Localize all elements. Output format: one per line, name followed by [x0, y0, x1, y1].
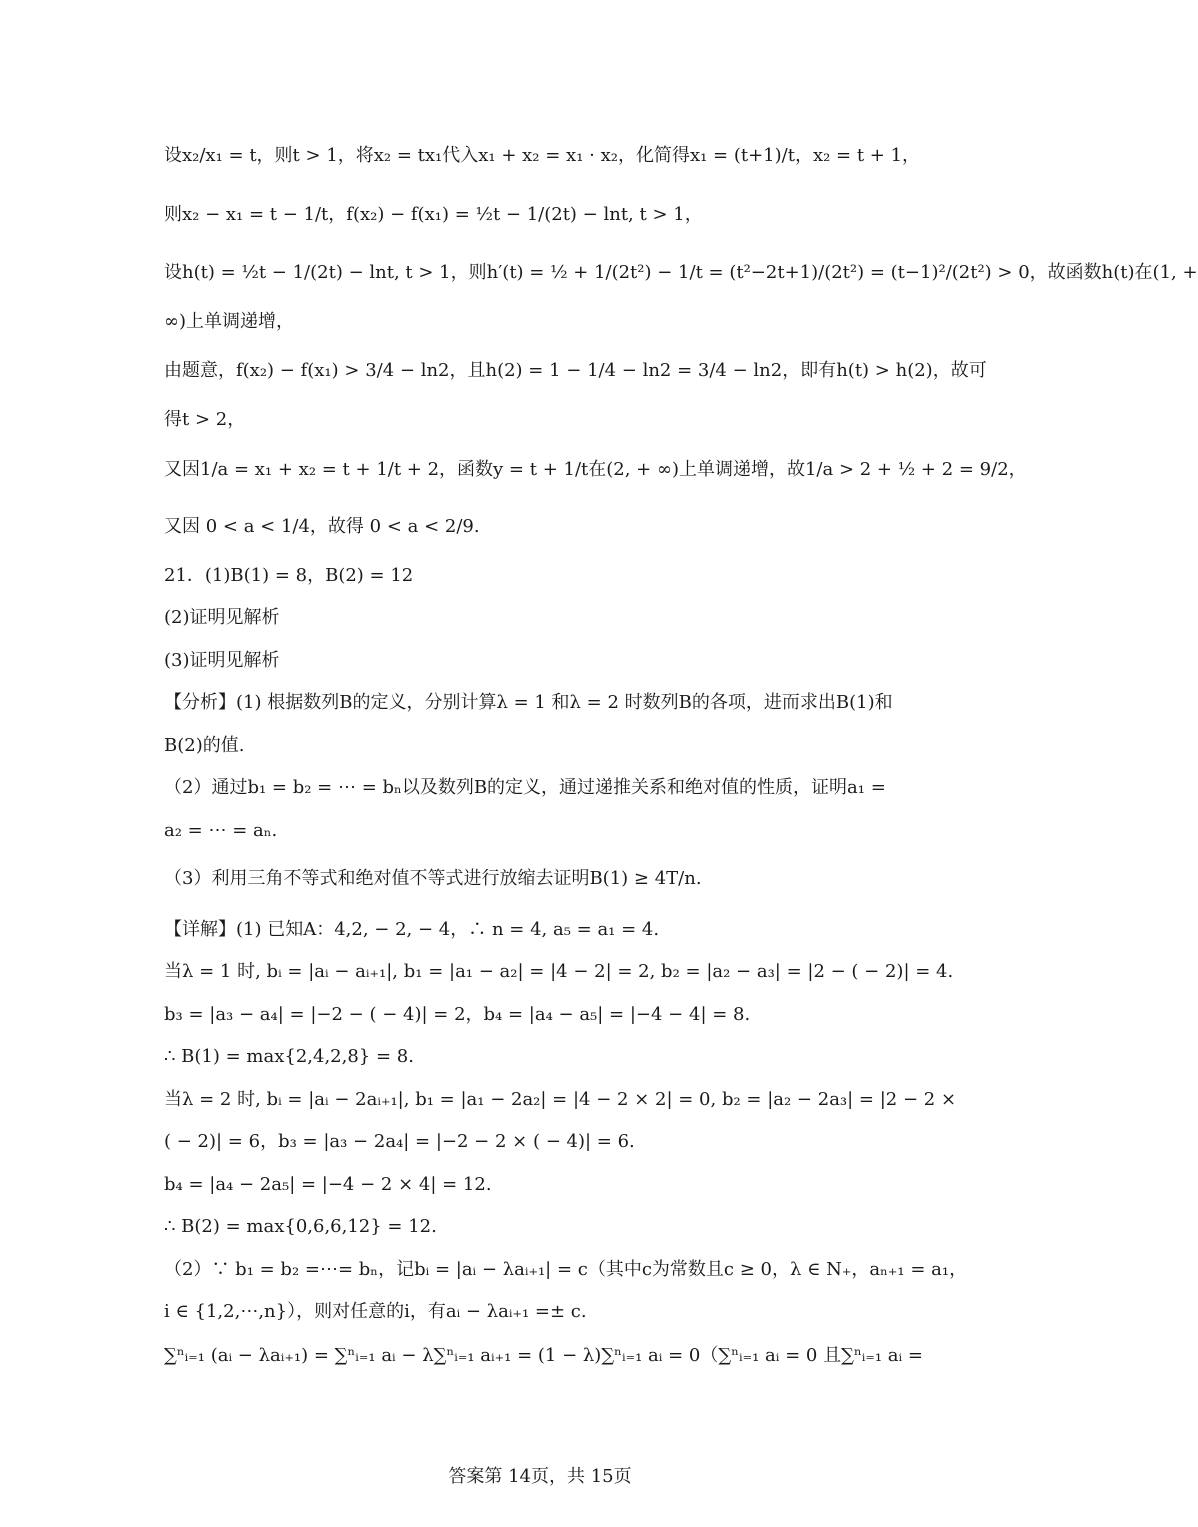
text-line: b₄ = |a₄ − 2a₅| = |−4 − 2 × 4| = 12. [164, 1174, 492, 1195]
text-line: 由题意，f(x₂) − f(x₁) > 3/4 − ln2，且h(2) = 1 − 1/4 − ln2 = 3/4 − ln2，即有h(t) > h(2)，故可 [164, 360, 987, 381]
text-line: 又因1/a = x₁ + x₂ = t + 1/t + 2，函数y = t + 1/t在(2, + ∞)上单调递增，故1/a > 2 + ½ + 2 = 9/2， [164, 459, 1027, 480]
text-line: ∑ⁿᵢ₌₁ (aᵢ − λaᵢ₊₁) = ∑ⁿᵢ₌₁ aᵢ − λ∑ⁿᵢ₌₁ aᵢ₊₁ = (1 − λ)∑ⁿᵢ₌₁ aᵢ = 0（∑ⁿᵢ₌₁ aᵢ = 0 且∑ⁿᵢ₌₁ aᵢ = [164, 1345, 923, 1366]
text-line: 设h(t) = ½t − 1/(2t) − lnt, t > 1，则h′(t) = ½ + 1/(2t²) − 1/t = (t²−2t+1)/(2t²) = (t−1)²/(2t²) > 0，故函数h(t)在(1, + [164, 262, 1198, 283]
text-line: ∴ B(1) = max{2,4,2,8} = 8. [164, 1046, 414, 1067]
text-line: 设x₂/x₁ = t，则t > 1，将x₂ = tx₁代入x₁ + x₂ = x₁ · x₂，化简得x₁ = (t+1)/t，x₂ = t + 1， [164, 145, 921, 166]
text-line: 【详解】(1) 已知A：4,2, − 2, − 4，∴ n = 4, a₅ = a₁ = 4. [164, 919, 660, 940]
text-line: 【分析】(1) 根据数列B的定义，分别计算λ = 1 和λ = 2 时数列B的各项，进而求出B(1)和 [164, 692, 893, 713]
text-line: (3)证明见解析 [164, 650, 280, 671]
text-line: 21．(1)B(1) = 8，B(2) = 12 [164, 565, 414, 586]
text-line: ( − 2)| = 6，b₃ = |a₃ − 2a₄| = |−2 − 2 × ( − 4)| = 6. [164, 1131, 635, 1152]
text-line: 当λ = 2 时, bᵢ = |aᵢ − 2aᵢ₊₁|, b₁ = |a₁ − 2a₂| = |4 − 2 × 2| = 0, b₂ = |a₂ − 2a₃| = |2 − 2 × [164, 1089, 957, 1110]
text-line: 又因 0 < a < 1/4，故得 0 < a < 2/9. [164, 516, 480, 537]
text-line: B(2)的值. [164, 735, 245, 756]
text-line: （3）利用三角不等式和绝对值不等式进行放缩去证明B(1) ≥ 4T/n. [164, 868, 702, 889]
text-line: (2)证明见解析 [164, 607, 280, 628]
text-line: i ∈ {1,2,⋯,n}），则对任意的i，有aᵢ − λaᵢ₊₁ =± c. [164, 1301, 587, 1322]
text-line: 得t > 2， [164, 409, 246, 430]
text-line: ∞)上单调递增， [164, 311, 295, 332]
text-line: （2）∵ b₁ = b₂ =⋯= bₙ，记bᵢ = |aᵢ − λaᵢ₊₁| = c（其中c为常数且c ≥ 0，λ ∈ N₊，aₙ₊₁ = a₁， [164, 1259, 968, 1280]
text-line: ∴ B(2) = max{0,6,6,12} = 12. [164, 1216, 437, 1237]
text-line: b₃ = |a₃ − a₄| = |−2 − ( − 4)| = 2，b₄ = |a₄ − a₅| = |−4 − 4| = 8. [164, 1004, 751, 1025]
text-line: （2）通过b₁ = b₂ = ⋯ = bₙ以及数列B的定义，通过递推关系和绝对值的性质，证明a₁ = [164, 777, 886, 798]
text-line: 当λ = 1 时, bᵢ = |aᵢ − aᵢ₊₁|, b₁ = |a₁ − a₂| = |4 − 2| = 2, b₂ = |a₂ − a₃| = |2 − ( − 2)| = 4. [164, 961, 954, 982]
text-line: 则x₂ − x₁ = t − 1/t，f(x₂) − f(x₁) = ½t − 1/(2t) − lnt, t > 1， [164, 204, 703, 225]
text-line: a₂ = ⋯ = aₙ. [164, 820, 278, 841]
page-footer: 答案第 14页，共 15页 [448, 1466, 632, 1487]
